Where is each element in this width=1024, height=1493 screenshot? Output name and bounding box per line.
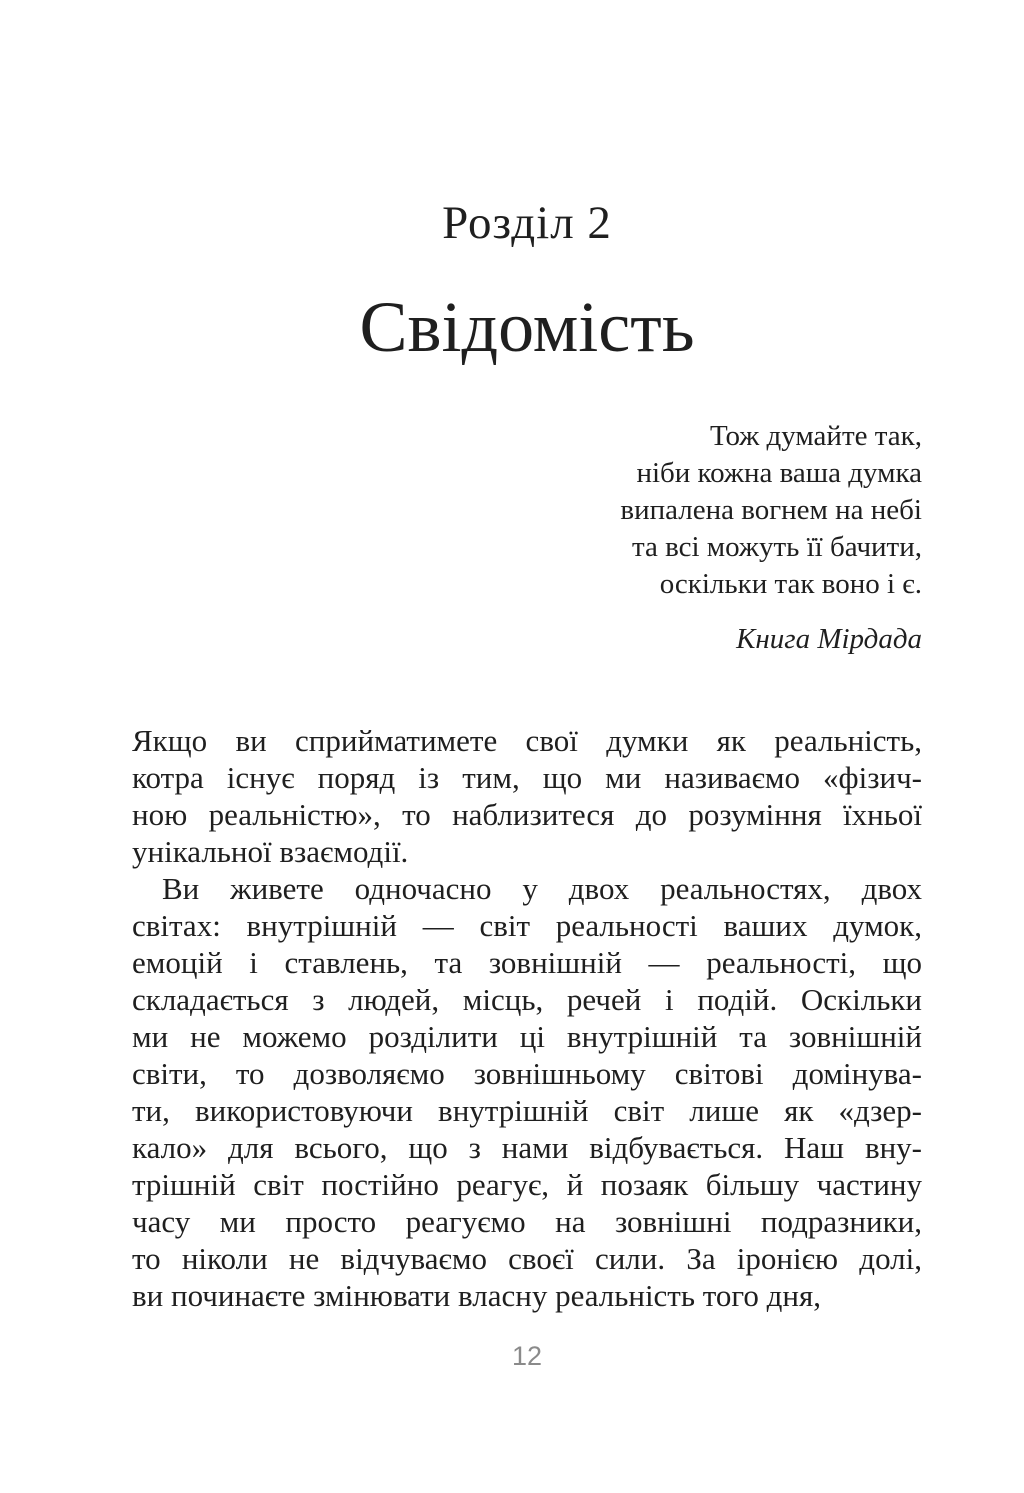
epigraph-attribution: Книга Мірдада [736,623,922,655]
chapter-label: Розділ 2 [442,197,612,249]
body-line: Якщо ви сприйматимете свої думки як реальність, [132,723,922,758]
body-line: кало» для всього, що з нами відбувається. Наш вну- [132,1130,922,1165]
body-line: ти, використовуючи внутрішній світ лише як «дзер- [132,1093,922,1128]
body-line: світи, то дозволяємо зовнішньому світові домінува- [132,1056,922,1091]
body-line: Ви живете одночасно у двох реальностях, двох [162,871,922,906]
body-line: ною реальністю», то наблизитеся до розуміння їхньої [132,797,922,832]
chapter-title: Свідомість [359,287,695,367]
body-line: часу ми просто реагуємо на зовнішні подразники, [132,1204,922,1239]
epigraph [132,418,922,603]
body-line: трішній світ постійно реагує, й позаяк більшу частину [132,1167,922,1202]
body-line: світах: внутрішній — світ реальності ваших думок, [132,908,922,943]
body-line: ми не можемо розділити ці внутрішній та зовнішній [132,1019,922,1054]
epigraph-line: Тож думайте так, [709,420,922,452]
epigraph-line: ніби кожна ваша думка [636,457,922,489]
body-line: унікальної взаємодії. [132,834,409,869]
epigraph-line: та всі можуть її бачити, [631,531,922,563]
body-line: складається з людей, місць, речей і подій. Оскільки [132,982,922,1017]
epigraph-line: оскільки так воно і є. [659,568,922,600]
page-number: 12 [511,1341,543,1371]
body-line: ви починаєте змінювати власну реальність того дня, [132,1278,821,1313]
body-line: то ніколи не відчуваємо своєї сили. За іронією долі, [132,1241,922,1276]
body-text [132,722,922,1314]
body-line: котра існує поряд із тим, що ми називаємо «фізич- [132,760,922,795]
epigraph-line: випалена вогнем на небі [620,494,922,526]
body-line: емоцій і ставлень, та зовнішній — реальності, що [132,945,922,980]
